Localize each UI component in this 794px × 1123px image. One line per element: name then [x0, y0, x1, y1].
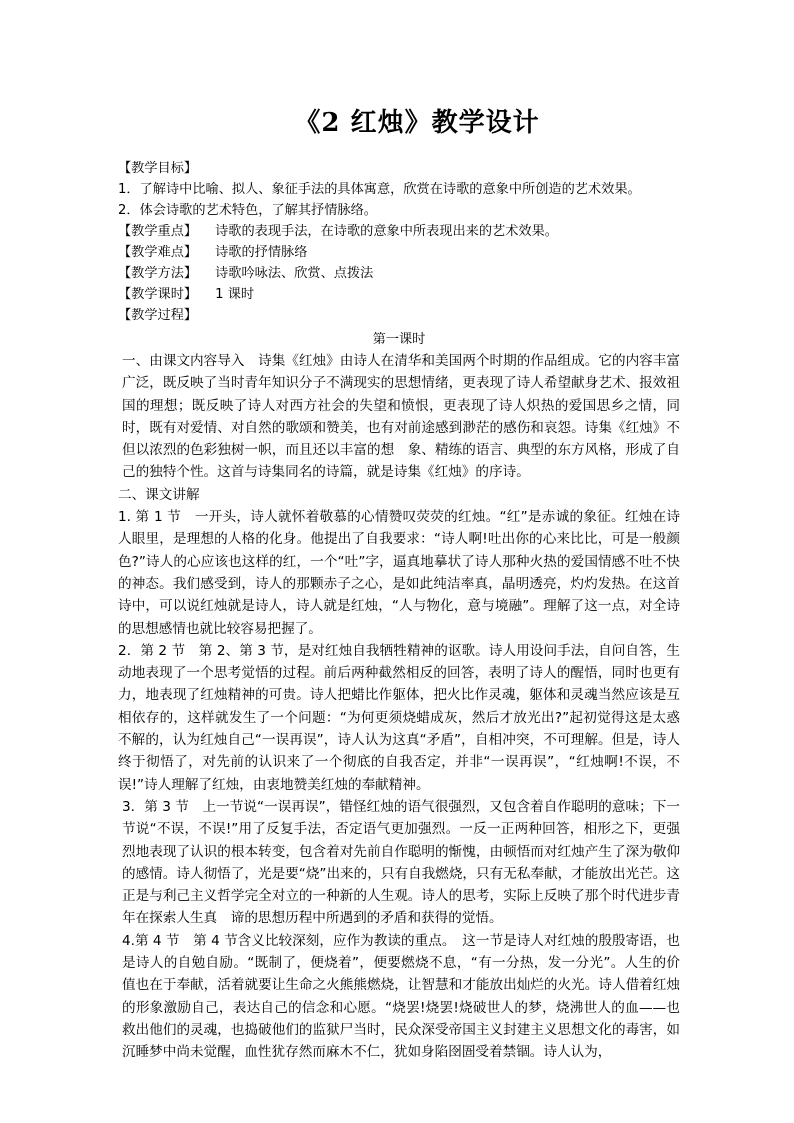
hours-text: 1 课时 [215, 287, 255, 302]
lesson-title: 第一课时 [372, 332, 426, 347]
goal-item-2: 2．体会诗歌的艺术特色，了解其抒情脉络。 [118, 203, 377, 218]
goal-item-1: 1．了解诗中比喻、拟人、象征手法的具体寓意，欣赏在诗歌的意象中所创造的艺术效果。 [118, 182, 641, 197]
goals-header: 【教学目标】 [118, 161, 198, 176]
method-row [118, 263, 680, 284]
paragraph-section-2: 2．第 2 节 第 2、第 3 节，是对红烛自我牺牲精神的讴歌。诗人用设问手法，自问自答，生动地表现了一个思考觉悟的过程。前后两种截然相反的回答，表明了诗人的醒悟，同时也更有力，地表现了红烛精神的可贵。诗人把蜡比作躯体，把火比作灵魂，躯体和灵魂当然应该是互相依存的，这样就发生了一个问题：“为何更须烧蜡成灰，然后才放光出?”起初觉得这是太惑不解的，认为红烛自己“一误再误”，诗人认为这真“矛盾”，自相冲突，不可理解。但是，诗人终于彻悟了，对先前的认识来了一个彻底的自我否定，并非“一误再误”，“红烛啊!不误，不误!”诗人理解了红烛，由衷地赞美红烛的奉献精神。 [118, 642, 680, 793]
paragraph-section-3: 3．第 3 节 上一节说“一误再误”，错怪红烛的语气很强烈，又包含着自作聪明的意味；下一节说“不误，不误!”用了反复手法，否定语气更加强烈。一反一正两种回答，相形之下，更强烈地表现了认识的根本转变，包含着对先前自作聪明的惭愧，由顿悟而对红烛产生了深为敬仰的感情。诗人彻悟了，光是要“烧”出来的，只有自我燃烧，只有无私奉献，才能放出光芒。这正是与利己主义哲学完全对立的一种新的人生观。诗人的思考，实际上反映了那个时代进步青年在探索人生真 谛的思想历程中所遇到的矛盾和获得的觉悟。 [122, 798, 680, 927]
key-points-row [118, 221, 680, 242]
document-title: 《2 红烛》教学设计 [294, 108, 540, 138]
method-text: 诗歌吟咏法、欣赏、点拨法 [215, 266, 374, 281]
key-points-text: 诗歌的表现手法，在诗歌的意象中所表现出来的艺术效果。 [215, 224, 558, 239]
paragraph-section-4: 4.第 4 节 第 4 节含义比较深刻，应作为教读的重点。 这一节是诗人对红烛的殷殷寄语，也是诗人的自勉自励。“既制了，便烧着”，便要燃烧不息，“有一分热，发一分光”。人生的价值也在于奉献，活着就要让生命之火熊熊燃烧，让智慧和才能放出灿烂的火光。诗人借着红烛的形象激励自己，表达自己的信念和心愿。“烧罢!烧罢!烧破世人的梦，烧沸世人的血——也救出他们的灵魂，也捣破他们的监狱尸当时，民众深受帝国主义封建主义思想文化的毒害，如沉睡梦中尚未觉醒，血性犹存然而麻木不仁，犹如身陷囹圄受着禁锢。诗人认为， [122, 932, 680, 1061]
difficulty-text: 诗歌的抒情脉络 [215, 245, 308, 260]
paragraph-intro: 一、由课文内容导入 诗集《红烛》由诗人在清华和美国两个时期的作品组成。它的内容丰富广泛，既反映了当时青年知识分子不满现实的思想情绪，更表现了诗人希望献身艺术、报效祖国的理想；既反映了诗人对西方社会的失望和愤恨，更表现了诗人炽热的爱国思乡之情，同时，既有对爱情、对自然的歌颂和赞美，也有对前途感到渺茫的感伤和哀怨。诗集《红烛》不但以浓烈的色彩独树一帜，而且还以丰富的想 象、精练的语言、典型的东方风格，形成了自己的独特个性。这首与诗集同名的诗篇，就是诗集《红烛》的序诗。 [122, 353, 680, 481]
process-header: 【教学过程】 [118, 308, 198, 323]
paragraph-explanation-header: 二、课文讲解 [118, 486, 200, 503]
difficulty-row [118, 242, 680, 263]
paragraph-section-1: 1. 第 1 节 一开头，诗人就怀着敬慕的心情赞叹荧荧的红烛。“红”是赤诚的象征。红烛在诗人眼里，是理想的人格的化身。他提出了自我要求：“诗人啊!吐出你的心来比比，可是一般颜色?”诗人的心应该也这样的红，一个“吐”字，逼真地摹状了诗人那种火热的爱国情感不吐不快的神态。我们感受到，诗人的那颗赤子之心，是如此纯洁率真，晶明透亮，灼灼发热。在这首诗中，可以说红烛就是诗人，诗人就是红烛，“人与物化，意与境融”。理解了这一点，对全诗的思想感情也就比较容易把握了。 [118, 509, 680, 637]
method-header: 【教学方法】 [118, 266, 198, 281]
hours-row [118, 284, 680, 305]
difficulty-header: 【教学难点】 [118, 245, 198, 260]
document-body [118, 158, 680, 1064]
hours-header: 【教学课时】 [118, 287, 198, 302]
key-points-header: 【教学重点】 [118, 224, 198, 239]
